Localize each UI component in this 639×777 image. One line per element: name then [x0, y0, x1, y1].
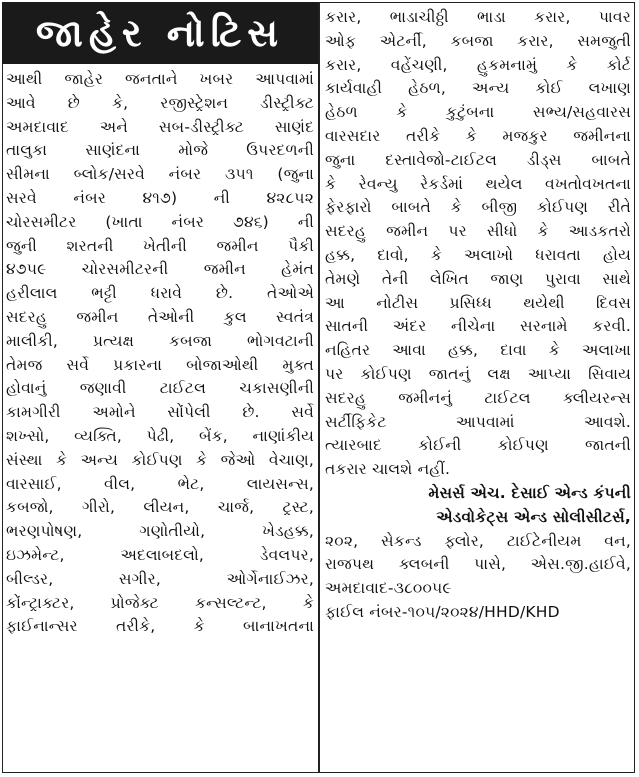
signature-address-line: અમદાવાદ-૩૮૦૦૫૯: [325, 579, 452, 598]
signature-role: એડવોકેટ્સ એન્ડ સોલીસીટર્સ,: [436, 507, 631, 526]
notice-text-line: કે રેવન્યુ રેકર્ડમાં થયેલ વખતોવખતના: [325, 174, 631, 193]
notice-text-line: સર્ટીફિકેટ આપવામાં આવશે.: [325, 412, 631, 431]
notice-text-line: નહિતર આવા હક્ક, દાવા કે અલાખા: [325, 341, 631, 360]
notice-text-line: આથી જાહેર જનતાને ખબર આપવામાં: [6, 70, 314, 88]
notice-text-line: ઇઝમેન્ટ, અદલાબદલો, ડેવલપર,: [6, 545, 314, 564]
notice-text-line: સદરહુ જમીન તેઓની કુલ સ્વતંત્ર: [6, 307, 314, 326]
notice-text-line: હેઠળ કે કુટુંબના સભ્ય/સહવારસ: [325, 103, 631, 122]
notice-text-line: પર કોઈપણ જાતનું લક્ષ આપ્યા સિવાય: [325, 364, 631, 383]
notice-text-line: હક્ક, દાવો, કે અલાખો ધરાવતા હોય: [325, 245, 631, 264]
notice-text-line: હોવાનું જણાવી ટાઈટલ ચકાસણીની: [6, 379, 314, 398]
notice-text-line: તેમણે તેની લેખિત જાણ પુરાવા સાથે: [325, 269, 631, 288]
notice-text-line: જુની શરતની ખેતીની જમીન પૈકી: [6, 236, 314, 255]
notice-text-line: તેમજ સર્વે પ્રકારના બોજાઓથી મુક્ત: [6, 355, 314, 374]
left-column: [6, 68, 314, 639]
right-column: [325, 6, 631, 625]
notice-text-line: ઓફ એટર્ની, કબજા કરાર, સમજુતી: [325, 31, 631, 50]
notice-text-line: ત્યારબાદ કોઈની કોઈપણ જાતની: [325, 436, 631, 455]
notice-text-line: ફાઈનાન્સર તરીકે, કે બાનાખતના: [6, 617, 314, 636]
notice-text-line: માલીકી, પ્રત્યક્ષ કબજા ભોગવટાની: [6, 331, 314, 350]
column-divider: [318, 2, 320, 773]
signature-address-line: રાજપથ ક્લબની પાસે, એસ.જી.હાઈવે,: [325, 555, 631, 574]
notice-text-line: કરાર, વહેંચણી, હુકમનામું કે કોર્ટ: [325, 55, 631, 74]
notice-text-line: વારસદાર તરીકે કે મજકુર જમીનના: [325, 126, 631, 145]
notice-text-line: સીમના બ્લોક/સરવે નંબર ૩૫૧ (જુના: [6, 165, 314, 184]
notice-text-line: ૪૭૫૯ ચોરસમીટરની જમીન હેમંત: [6, 260, 314, 279]
notice-text-line: વારસાઈ, વીલ, ભેટ, લાયસન્સ,: [6, 474, 314, 493]
notice-text-line: સદરહુ જમીન પર સીધો કે આડકતરો: [325, 222, 631, 241]
signature-firm: મેસર્સ એચ. દેસાઈ એન્ડ કંપની: [428, 483, 631, 502]
file-number: ફાઈલ નંબર-૧૦૫/૨૦૨૪/HHD/KHD: [325, 602, 560, 621]
notice-text-line: તકરાર ચાલશે નહીં.: [325, 460, 451, 479]
notice-text-line: કોંન્ટ્રાક્ટર, પ્રોજેક્ટ કન્સલ્ટન્ટ, કે: [6, 593, 314, 612]
notice-text-line: સંસ્થા કે અન્ય કોઈપણ કે જેઓ વેચાણ,: [6, 450, 314, 469]
notice-text-line: સાતની અંદર નીચેના સરનામે કરવી.: [325, 317, 631, 336]
notice-text-line: સદરહુ જમીનનું ટાઈટલ ક્લીયરન્સ: [325, 388, 631, 407]
notice-text-line: ફેરફારો બાબતે કે બીજી કોઈપણ રીતે: [325, 198, 631, 217]
notice-text-line: અમદાવાદ અને સબ-ડીસ્ટ્રીક્ટ સાણંદ: [6, 117, 314, 136]
notice-text-line: સરવે નંબર ૪૧૭) ની ૪૨૮૫૨: [6, 188, 314, 207]
notice-text-line: ભરણપોષણ, ગણોતીયો, ખેડહક્ક,: [6, 522, 314, 541]
notice-text-line: તાલુકા સાણંદના મોજે ઉપરદળની: [6, 141, 314, 160]
notice-text-line: શખ્સો, વ્યક્તિ, પેઢી, બેંક, નાણાંકીય: [6, 426, 314, 445]
notice-text-line: કામગીરી અમોને સોંપેલી છે. સર્વે: [6, 403, 314, 422]
notice-text-line: હરીલાલ ભટ્ટી ધરાવે છે. તેઓએ: [6, 284, 314, 303]
notice-text-line: બીલ્ડર, સગીર, ઓર્ગેનાઈઝર,: [6, 569, 314, 588]
notice-title: જાહેર નોટિસ: [2, 2, 318, 64]
notice-text-line: ચોરસમીટર (ખાતા નંબર ૭૪૬) ની: [6, 212, 314, 231]
notice-text-line: આવે છે કે, રજીસ્ટ્રેશન ડીસ્ટ્રીક્ટ: [6, 93, 314, 112]
notice-text-line: આ નોટીસ પ્રસિધ્ધ થયેથી દિવસ: [325, 293, 631, 312]
notice-text-line: કબજો, ગીરો, લીયન, ચાર્જ, ટ્રસ્ટ,: [6, 498, 314, 517]
notice-text-line: કાર્યવાહી હેઠળ, અન્ય કોઈ લખાણ: [325, 79, 631, 98]
notice-text-line: કરાર, ભાડાચીઠ્ઠી ભાડા કરાર, પાવર: [325, 8, 631, 26]
notice-text-line: જુના દસ્તાવેજો-ટાઈટલ ડીડ્સ બાબતે: [325, 150, 631, 169]
signature-address-line: ૨૦૨, સેકન્ડ ફ્લોર, ટાઈટેનીયમ વન,: [325, 531, 631, 550]
